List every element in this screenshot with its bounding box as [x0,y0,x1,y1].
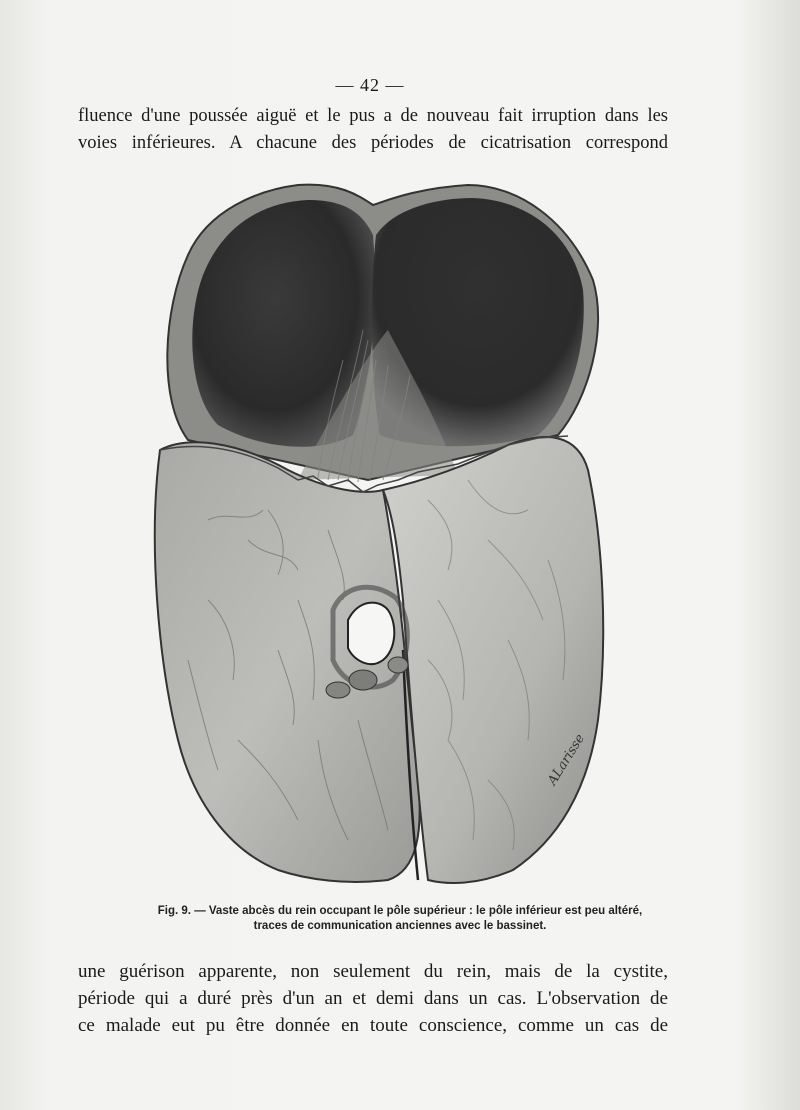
text-line: période qui a duré près d'un an et demi dans un cas. L'observation de [78,988,668,1009]
bottom-paragraph [78,958,668,1039]
caption-line: traces de communication anciennes avec le bassinet. [253,920,547,932]
text-line: voies inférieures. A chacune des périodes de cicatrisation correspond [78,133,668,153]
top-paragraph [78,103,668,157]
artist-signature: ALarisse [545,731,589,788]
text-line: fluence d'une poussée aiguë et le pus a de nouveau fait irruption dans les [78,106,668,126]
text-line: une guérison apparente, non seulement du rein, mais de la cystite, [78,961,668,982]
page-number: — 42 — [335,75,405,95]
figure-caption [100,904,700,934]
text-line: ce malade eut pu être donnée en toute conscience, comme un cas de [78,1015,668,1036]
caption-line: Fig. 9. — Vaste abcès du rein occupant le pôle supérieur : le pôle inférieur est peu altéré, [157,905,643,917]
